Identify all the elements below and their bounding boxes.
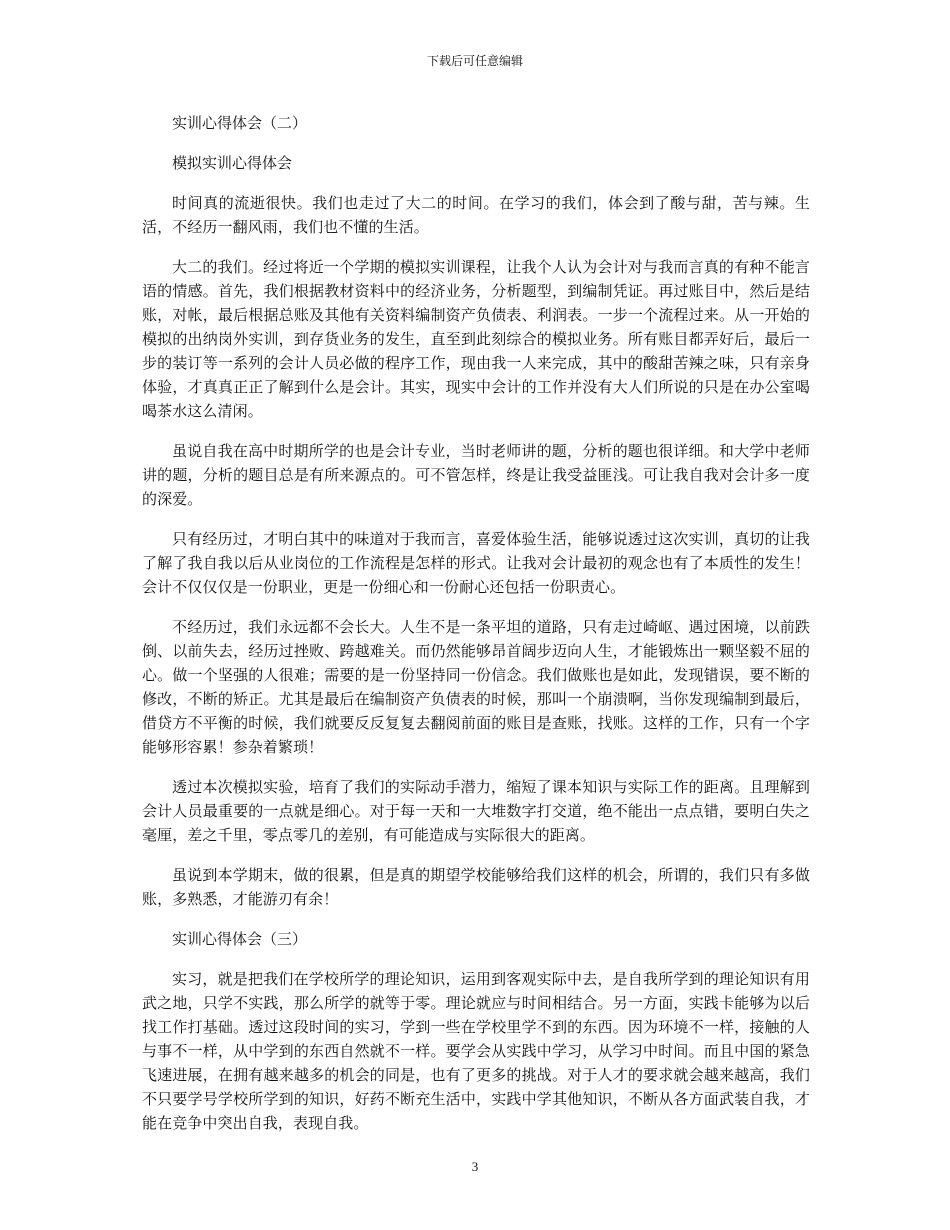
paragraph: 虽说自我在高中时期所学的也是会计专业，当时老师讲的题，分析的题也很详细。和大学中老师讲的题，分析的题目总是有所来源点的。可不管怎样，终是让我受益匪浅。可让我自我对会计多一度的深爱。: [142, 442, 810, 508]
paragraph: 透过本次模拟实验，培育了我们的实际动手潜力，缩短了课本知识与实际工作的距离。且理解到会计人员最重要的一点就是细心。对于每一天和一大堆数字打交道，绝不能出一点点错，要明白失之毫厘，差之千里，零点零几的差别，有可能造成与实际很大的距离。: [142, 778, 810, 844]
page-number: 3: [471, 1159, 479, 1174]
paragraph: 大二的我们。经过将近一个学期的模拟实训课程，让我个人认为会计对与我而言真的有种不能言语的情感。首先，我们根据教材资料中的经济业务，分析题型，到编制凭证。再过账目中，然后是结账，对帐，最后根据总账及其他有关资料编制资产负债表、利润表。一步一个流程过来。从一开始的模拟的出纳岗外实训，到存货业务的发生，直至到此刻综合的模拟业务。所有账目都弄好后，最后一步的装订等一系列的会计人员必做的程序工作，现由我一人来完成，其中的酸甜苦辣之味，只有亲身体验，才真真正正了解到什么是会计。其实，现实中会计的工作并没有大人们所说的只是在办公室喝喝茶水这么清闲。: [142, 258, 810, 420]
section-subheading-2: 模拟实训心得体会: [172, 154, 293, 172]
document-body: [142, 111, 810, 1151]
paragraph: 只有经历过，才明白其中的味道对于我而言，喜爱体验生活，能够说透过这次实训，真切的让我了解了我自我以后从业岗位的工作流程是怎样的形式。让我对会计最初的观念也有了本质性的发生！会计不仅仅仅是一份职业，更是一份细心和一份耐心还包括一份职责心。: [142, 530, 810, 596]
paragraph: 时间真的流逝很快。我们也走过了大二的时间。在学习的我们，体会到了酸与甜，苦与辣。生活，不经历一翻风雨，我们也不懂的生活。: [142, 194, 810, 236]
section-heading-3: 实训心得体会（三）: [172, 930, 308, 948]
section-heading-2: 实训心得体会（二）: [172, 114, 308, 132]
paragraph: 实习，就是把我们在学校所学的理论知识，运用到客观实际中去，是自我所学到的理论知识有用武之地，只学不实践，那么所学的就等于零。理论就应与时间相结合。另一方面，实践卡能够为以后找工作打基础。透过这段时间的实习，学到一些在学校里学不到的东西。因为环境不一样，接触的人与事不一样，从中学到的东西自然就不一样。要学会从实践中学习，从学习中时间。而且中国的紧急飞速进展，在拥有越来越多的机会的同是，也有了更多的挑战。对于人才的要求就会越来越高，我们不只要学号学校所学到的知识，好药不断充生活中，实践中学其他知识，不断从各方面武装自我，才能在竞争中突出自我，表现自我。: [142, 970, 810, 1132]
paragraph: 虽说到本学期末，做的很累，但是真的期望学校能够给我们这样的机会，所谓的，我们只有多做账，多熟悉，才能游刃有余！: [142, 866, 810, 908]
paragraph: 不经历过，我们永远都不会长大。人生不是一条平坦的道路，只有走过崎岖、遇过困境，以前跌倒、以前失去，经历过挫败、跨越难关。而仍然能够昂首阔步迈向人生，才能锻炼出一颗坚毅不屈的心。做一个坚强的人很难；需要的是一份坚持同一份信念。我们做账也是如此，发现错误，要不断的修改，不断的矫正。尤其是最后在编制资产负债表的时候，那叫一个崩溃啊，当你发现编制到最后，借贷方不平衡的时候，我们就要反反复复去翻阅前面的账目是查账，找账。这样的工作，只有一个字能够形容累！参杂着繁琐！: [142, 618, 810, 756]
download-note: 下载后可任意编辑: [426, 54, 523, 68]
